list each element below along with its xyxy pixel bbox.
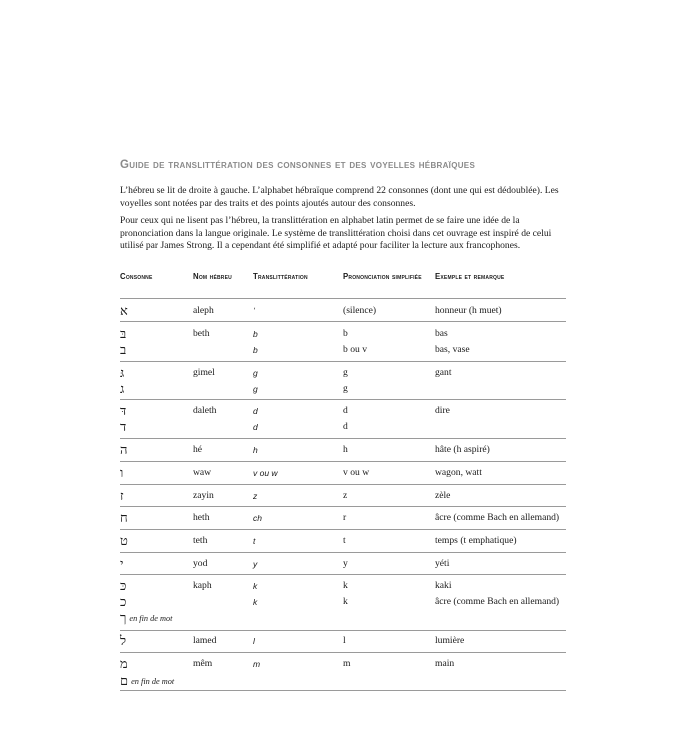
table-row: [0, 381, 700, 397]
transliteration: y: [253, 559, 258, 569]
hebrew-letter: כּ: [120, 578, 127, 593]
transliteration: t: [253, 536, 256, 546]
table-row: [0, 594, 700, 610]
pronunciation: z: [343, 490, 348, 501]
header-prononciation: Prononciation simplifiée: [343, 272, 422, 281]
hebrew-letter: ך: [120, 610, 127, 625]
header-nom-hebreu: Nom hébreu: [193, 272, 232, 281]
example: kaki: [435, 580, 452, 591]
hebrew-letter-cell: [120, 610, 172, 627]
transliteration: d: [253, 422, 258, 432]
table-row: [0, 403, 700, 419]
table-divider: [120, 321, 566, 322]
transliteration: m: [253, 659, 261, 669]
transliteration: ch: [253, 513, 262, 523]
pronunciation: b: [343, 328, 348, 339]
table-divider: [120, 552, 566, 553]
transliteration: ʼ: [253, 306, 255, 316]
hebrew-name: heth: [193, 512, 210, 523]
final-form-note: en fin de mot: [129, 614, 173, 623]
example: yéti: [435, 558, 450, 569]
table-divider: [120, 630, 566, 631]
page-title: Guide de translittération des consonnes et des voyelles hébraïques: [120, 159, 476, 171]
example: temps (t emphatique): [435, 535, 517, 546]
pronunciation: k: [343, 580, 348, 591]
transliteration: b: [253, 345, 258, 355]
hebrew-letter: ו: [120, 465, 124, 480]
hebrew-letter: ם: [120, 673, 129, 688]
pronunciation: r: [343, 512, 347, 523]
hebrew-letter: ל: [120, 633, 127, 648]
hebrew-letter: ב: [120, 342, 127, 357]
example: honneur (h muet): [435, 305, 502, 316]
hebrew-letter: כ: [120, 594, 127, 609]
hebrew-letter: ח: [120, 510, 128, 525]
pronunciation: d: [343, 421, 348, 432]
example: bas, vase: [435, 344, 470, 355]
table-divider: [120, 438, 566, 439]
pronunciation: t: [343, 535, 346, 546]
transliteration: g: [253, 368, 258, 378]
table-divider: [120, 484, 566, 485]
table-divider: [120, 461, 566, 462]
table-divider: [120, 652, 566, 653]
hebrew-letter: גּ: [120, 365, 125, 380]
table-row: [0, 419, 700, 435]
pronunciation: k: [343, 596, 348, 607]
transliteration: v ou w: [253, 468, 278, 478]
header-translitteration: Translittération: [253, 272, 308, 281]
table-row: [0, 556, 700, 572]
hebrew-name: daleth: [193, 405, 217, 416]
hebrew-name: yod: [193, 558, 208, 569]
transliteration: l: [253, 636, 255, 646]
intro-paragraph-2: Pour ceux qui ne lisent pas l’hébreu, la translittération en alphabet latin permet de se faire une idée de la prononciation dans la langue originale. Le système de translittération choisi dans cet ouvrage est inspiré de celui utilisé par James Strong. Il a cependant été simplifié et adapté pour faciliter la lecture aux francophones.: [120, 215, 552, 252]
hebrew-name: zayin: [193, 490, 214, 501]
hebrew-letter: ט: [120, 533, 128, 548]
hebrew-name: aleph: [193, 305, 214, 316]
table-row: [0, 673, 700, 689]
pronunciation: (silence): [343, 305, 377, 316]
hebrew-letter: ה: [120, 442, 128, 457]
example: zèle: [435, 490, 451, 501]
hebrew-name: gimel: [193, 367, 215, 378]
example: main: [435, 658, 455, 669]
hebrew-name: teth: [193, 535, 208, 546]
example: dire: [435, 405, 450, 416]
table-divider: [120, 506, 566, 507]
table-row: [0, 365, 700, 381]
pronunciation: l: [343, 635, 346, 646]
pronunciation: v ou w: [343, 467, 370, 478]
table-row: [0, 442, 700, 458]
transliteration: g: [253, 384, 258, 394]
hebrew-name: lamed: [193, 635, 217, 646]
example: gant: [435, 367, 452, 378]
example: lumière: [435, 635, 465, 646]
table-row: [0, 510, 700, 526]
intro-paragraph-1: L’hébreu se lit de droite à gauche. L’alphabet hébraïque comprend 22 consonnes (dont une qui est dédoublée). Les voyelles sont notées par des traits et des points ajoutés autour des consonnes.: [120, 185, 559, 209]
example: bas: [435, 328, 448, 339]
example: âcre (comme Bach en allemand): [435, 596, 560, 607]
example: wagon, watt: [435, 467, 482, 478]
table-row: [0, 488, 700, 504]
table-row: [0, 465, 700, 481]
hebrew-letter: ג: [120, 381, 125, 396]
table-row: [0, 342, 700, 358]
hebrew-name: hé: [193, 444, 203, 455]
hebrew-letter: דּ: [120, 403, 127, 418]
table-divider: [120, 298, 566, 299]
pronunciation: d: [343, 405, 348, 416]
example: hâte (h aspiré): [435, 444, 490, 455]
final-form-note: en fin de mot: [131, 677, 175, 686]
hebrew-letter: ד: [120, 419, 127, 434]
transliteration: k: [253, 597, 258, 607]
pronunciation: b ou v: [343, 344, 367, 355]
hebrew-letter-cell: [120, 673, 174, 690]
table-divider: [120, 690, 566, 691]
table-row: [0, 578, 700, 594]
example: âcre (comme Bach en allemand): [435, 512, 560, 523]
table-row: [0, 610, 700, 626]
hebrew-name: beth: [193, 328, 210, 339]
table-row: [0, 533, 700, 549]
hebrew-name: waw: [193, 467, 212, 478]
header-exemple: Exemple et remarque: [435, 272, 505, 281]
hebrew-name: kaph: [193, 580, 212, 591]
transliteration: h: [253, 445, 258, 455]
hebrew-letter: א: [120, 303, 128, 318]
table-row: [0, 303, 700, 319]
pronunciation: h: [343, 444, 348, 455]
transliteration: z: [253, 491, 258, 501]
table-row: [0, 326, 700, 342]
intro-text: [120, 185, 570, 258]
hebrew-letter: ז: [120, 488, 124, 503]
pronunciation: m: [343, 658, 351, 669]
transliteration: b: [253, 329, 258, 339]
hebrew-letter: י: [120, 556, 124, 571]
pronunciation: g: [343, 383, 348, 394]
table-row: [0, 656, 700, 672]
table-row: [0, 633, 700, 649]
table-divider: [120, 361, 566, 362]
transliteration: k: [253, 581, 258, 591]
transliteration: d: [253, 406, 258, 416]
hebrew-name: mêm: [193, 658, 213, 669]
header-consonne: Consonne: [120, 272, 153, 281]
pronunciation: y: [343, 558, 348, 569]
table-divider: [120, 574, 566, 575]
table-divider: [120, 399, 566, 400]
hebrew-letter: בּ: [120, 326, 127, 341]
table-divider: [120, 529, 566, 530]
hebrew-letter: מ: [120, 656, 128, 671]
pronunciation: g: [343, 367, 348, 378]
